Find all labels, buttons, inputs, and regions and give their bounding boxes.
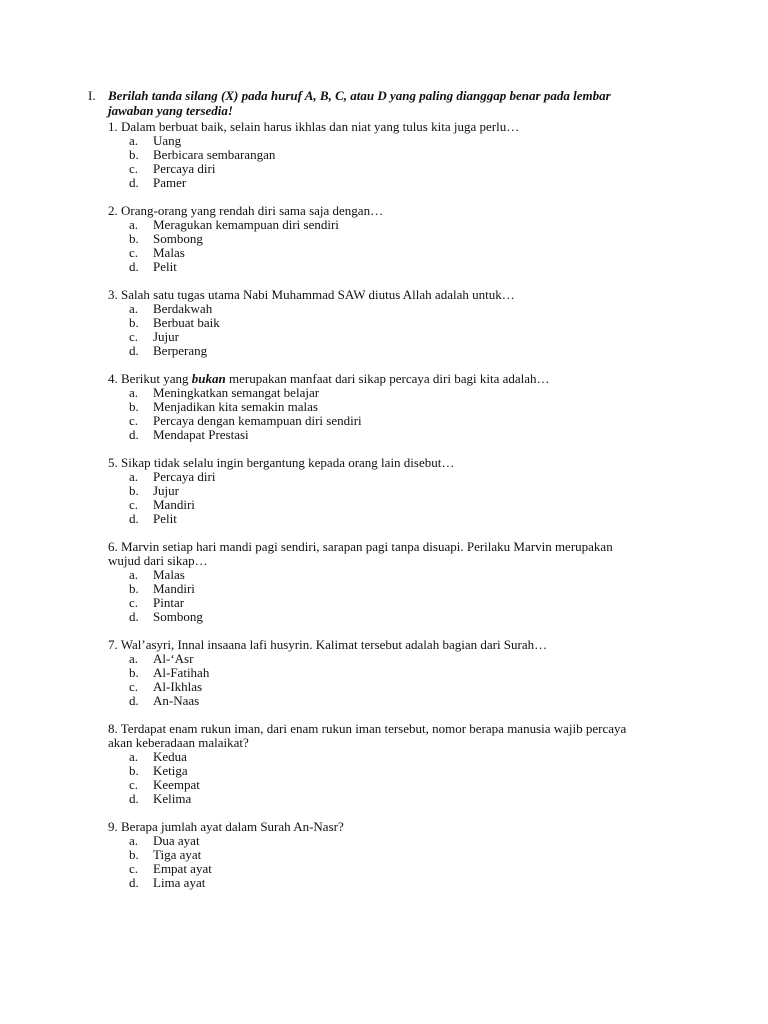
option-d <box>108 694 718 708</box>
question-list <box>88 120 718 890</box>
section-number: I. <box>88 88 96 103</box>
option-a <box>108 134 718 148</box>
option-list <box>108 386 718 442</box>
option-text: Uang <box>153 133 182 148</box>
option-list <box>108 134 718 190</box>
option-letter: b. <box>129 399 139 414</box>
option-letter: b. <box>129 147 139 162</box>
option-letter: b. <box>129 483 139 498</box>
option-a <box>108 218 718 232</box>
option-text: Kedua <box>153 749 187 764</box>
option-letter: d. <box>129 259 139 274</box>
option-letter: b. <box>129 315 139 330</box>
question-7 <box>108 638 718 708</box>
option-letter: a. <box>129 749 139 764</box>
option-letter: c. <box>129 861 139 876</box>
option-b <box>108 848 718 862</box>
option-letter: b. <box>129 763 139 778</box>
section-heading <box>88 88 718 118</box>
option-c <box>108 680 718 694</box>
question-1 <box>108 120 718 190</box>
option-text: Mendapat Prestasi <box>153 427 249 442</box>
option-list <box>108 750 718 806</box>
option-letter: a. <box>129 385 139 400</box>
option-letter: b. <box>129 665 139 680</box>
option-text: Mandiri <box>153 581 195 596</box>
option-text: Dua ayat <box>153 833 200 848</box>
option-a <box>108 834 718 848</box>
option-text: Malas <box>153 245 185 260</box>
option-text: Meragukan kemampuan diri sendiri <box>153 217 339 232</box>
option-b <box>108 764 718 778</box>
option-text: Berdakwah <box>153 301 213 316</box>
option-list <box>108 568 718 624</box>
question-2 <box>108 204 718 274</box>
option-letter: d. <box>129 511 139 526</box>
option-text: Jujur <box>153 329 179 344</box>
option-text: Sombong <box>153 609 203 624</box>
option-a <box>108 750 718 764</box>
question-stem: 7. Wal’asyri, Innal insaana lafi husyrin. Kalimat tersebut adalah bagian dari Surah… <box>108 637 548 652</box>
question-stem: 3. Salah satu tugas utama Nabi Muhammad SAW diutus Allah adalah untuk… <box>108 287 515 302</box>
option-letter: c. <box>129 679 139 694</box>
option-b <box>108 582 718 596</box>
option-b <box>108 316 718 330</box>
question-stem: 2. Orang-orang yang rendah diri sama saja dengan… <box>108 203 384 218</box>
option-letter: c. <box>129 329 139 344</box>
option-text: Pintar <box>153 595 185 610</box>
option-text: Al-‘Asr <box>153 651 194 666</box>
question-stem: 8. Terdapat enam rukun iman, dari enam rukun iman tersebut, nomor berapa manusia wajib percaya <box>108 721 627 736</box>
option-d <box>108 428 718 442</box>
option-list <box>108 218 718 274</box>
option-b <box>108 484 718 498</box>
option-letter: a. <box>129 567 139 582</box>
option-text: Berperang <box>153 343 208 358</box>
question-stem: 9. Berapa jumlah ayat dalam Surah An-Nasr? <box>108 819 344 834</box>
option-text: Berbuat baik <box>153 315 220 330</box>
option-text: Lima ayat <box>153 875 206 890</box>
option-text: Pamer <box>153 175 187 190</box>
instruction-line-2: jawaban yang tersedia! <box>108 103 233 118</box>
section-instruction <box>108 88 611 118</box>
option-text: Percaya diri <box>153 469 216 484</box>
option-d <box>108 876 718 890</box>
option-c <box>108 596 718 610</box>
section-i <box>88 88 718 904</box>
option-b <box>108 148 718 162</box>
option-text: Jujur <box>153 483 179 498</box>
option-letter: d. <box>129 791 139 806</box>
option-text: Kelima <box>153 791 192 806</box>
question-3 <box>108 288 718 358</box>
option-letter: c. <box>129 245 139 260</box>
option-a <box>108 470 718 484</box>
option-d <box>108 512 718 526</box>
option-b <box>108 232 718 246</box>
option-text: Menjadikan kita semakin malas <box>153 399 318 414</box>
option-text: Tiga ayat <box>153 847 202 862</box>
option-text: Mandiri <box>153 497 195 512</box>
option-letter: a. <box>129 217 139 232</box>
question-9 <box>108 820 718 890</box>
option-d <box>108 344 718 358</box>
question-stem-line-2: wujud dari sikap… <box>108 553 208 568</box>
option-text: Meningkatkan semangat belajar <box>153 385 320 400</box>
option-text: Berbicara sembarangan <box>153 147 276 162</box>
option-letter: c. <box>129 497 139 512</box>
option-a <box>108 652 718 666</box>
option-letter: b. <box>129 231 139 246</box>
question-8 <box>108 722 718 806</box>
option-letter: d. <box>129 693 139 708</box>
question-stem: 6. Marvin setiap hari mandi pagi sendiri, sarapan pagi tanpa disuapi. Perilaku Marvin merupakan <box>108 539 613 554</box>
question-stem <box>108 372 718 386</box>
option-letter: a. <box>129 301 139 316</box>
option-a <box>108 568 718 582</box>
option-text: Sombong <box>153 231 203 246</box>
option-c <box>108 414 718 428</box>
option-a <box>108 302 718 316</box>
option-b <box>108 666 718 680</box>
question-6 <box>108 540 718 624</box>
option-c <box>108 330 718 344</box>
stem-after: merupakan manfaat dari sikap percaya diri bagi kita adalah… <box>225 371 550 386</box>
option-letter: b. <box>129 581 139 596</box>
option-text: Ketiga <box>153 763 188 778</box>
question-stem: 1. Dalam berbuat baik, selain harus ikhlas dan niat yang tulus kita juga perlu… <box>108 119 520 134</box>
option-c <box>108 162 718 176</box>
option-b <box>108 400 718 414</box>
question-4 <box>108 372 718 442</box>
option-list <box>108 834 718 890</box>
option-c <box>108 498 718 512</box>
option-letter: d. <box>129 343 139 358</box>
option-letter: c. <box>129 161 139 176</box>
option-c <box>108 246 718 260</box>
option-d <box>108 610 718 624</box>
option-list <box>108 302 718 358</box>
stem-before: 4. Berikut yang <box>108 371 192 386</box>
option-letter: d. <box>129 609 139 624</box>
option-letter: a. <box>129 651 139 666</box>
option-letter: a. <box>129 833 139 848</box>
option-letter: b. <box>129 847 139 862</box>
option-letter: a. <box>129 133 139 148</box>
option-text: Pelit <box>153 511 177 526</box>
option-letter: a. <box>129 469 139 484</box>
option-c <box>108 862 718 876</box>
option-list <box>108 652 718 708</box>
option-text: Al-Ikhlas <box>153 679 203 694</box>
option-d <box>108 260 718 274</box>
option-text: Percaya diri <box>153 161 216 176</box>
option-text: An-Naas <box>153 693 200 708</box>
option-text: Percaya dengan kemampuan diri sendiri <box>153 413 362 428</box>
question-stem: 5. Sikap tidak selalu ingin bergantung kepada orang lain disebut… <box>108 455 455 470</box>
option-text: Malas <box>153 567 185 582</box>
option-text: Keempat <box>153 777 200 792</box>
question-5 <box>108 456 718 526</box>
option-letter: c. <box>129 595 139 610</box>
option-letter: d. <box>129 427 139 442</box>
option-letter: c. <box>129 777 139 792</box>
stem-emphasis: bukan <box>191 371 226 386</box>
option-letter: d. <box>129 175 139 190</box>
option-a <box>108 386 718 400</box>
question-stem-line-2: akan keberadaan malaikat? <box>108 735 249 750</box>
option-text: Al-Fatihah <box>153 665 210 680</box>
option-letter: c. <box>129 413 139 428</box>
option-text: Empat ayat <box>153 861 212 876</box>
option-text: Pelit <box>153 259 177 274</box>
instruction-line-1: Berilah tanda silang (X) pada huruf A, B, C, atau D yang paling dianggap benar pada lembar <box>108 88 611 103</box>
option-c <box>108 778 718 792</box>
option-letter: d. <box>129 875 139 890</box>
option-d <box>108 792 718 806</box>
option-d <box>108 176 718 190</box>
option-list <box>108 470 718 526</box>
